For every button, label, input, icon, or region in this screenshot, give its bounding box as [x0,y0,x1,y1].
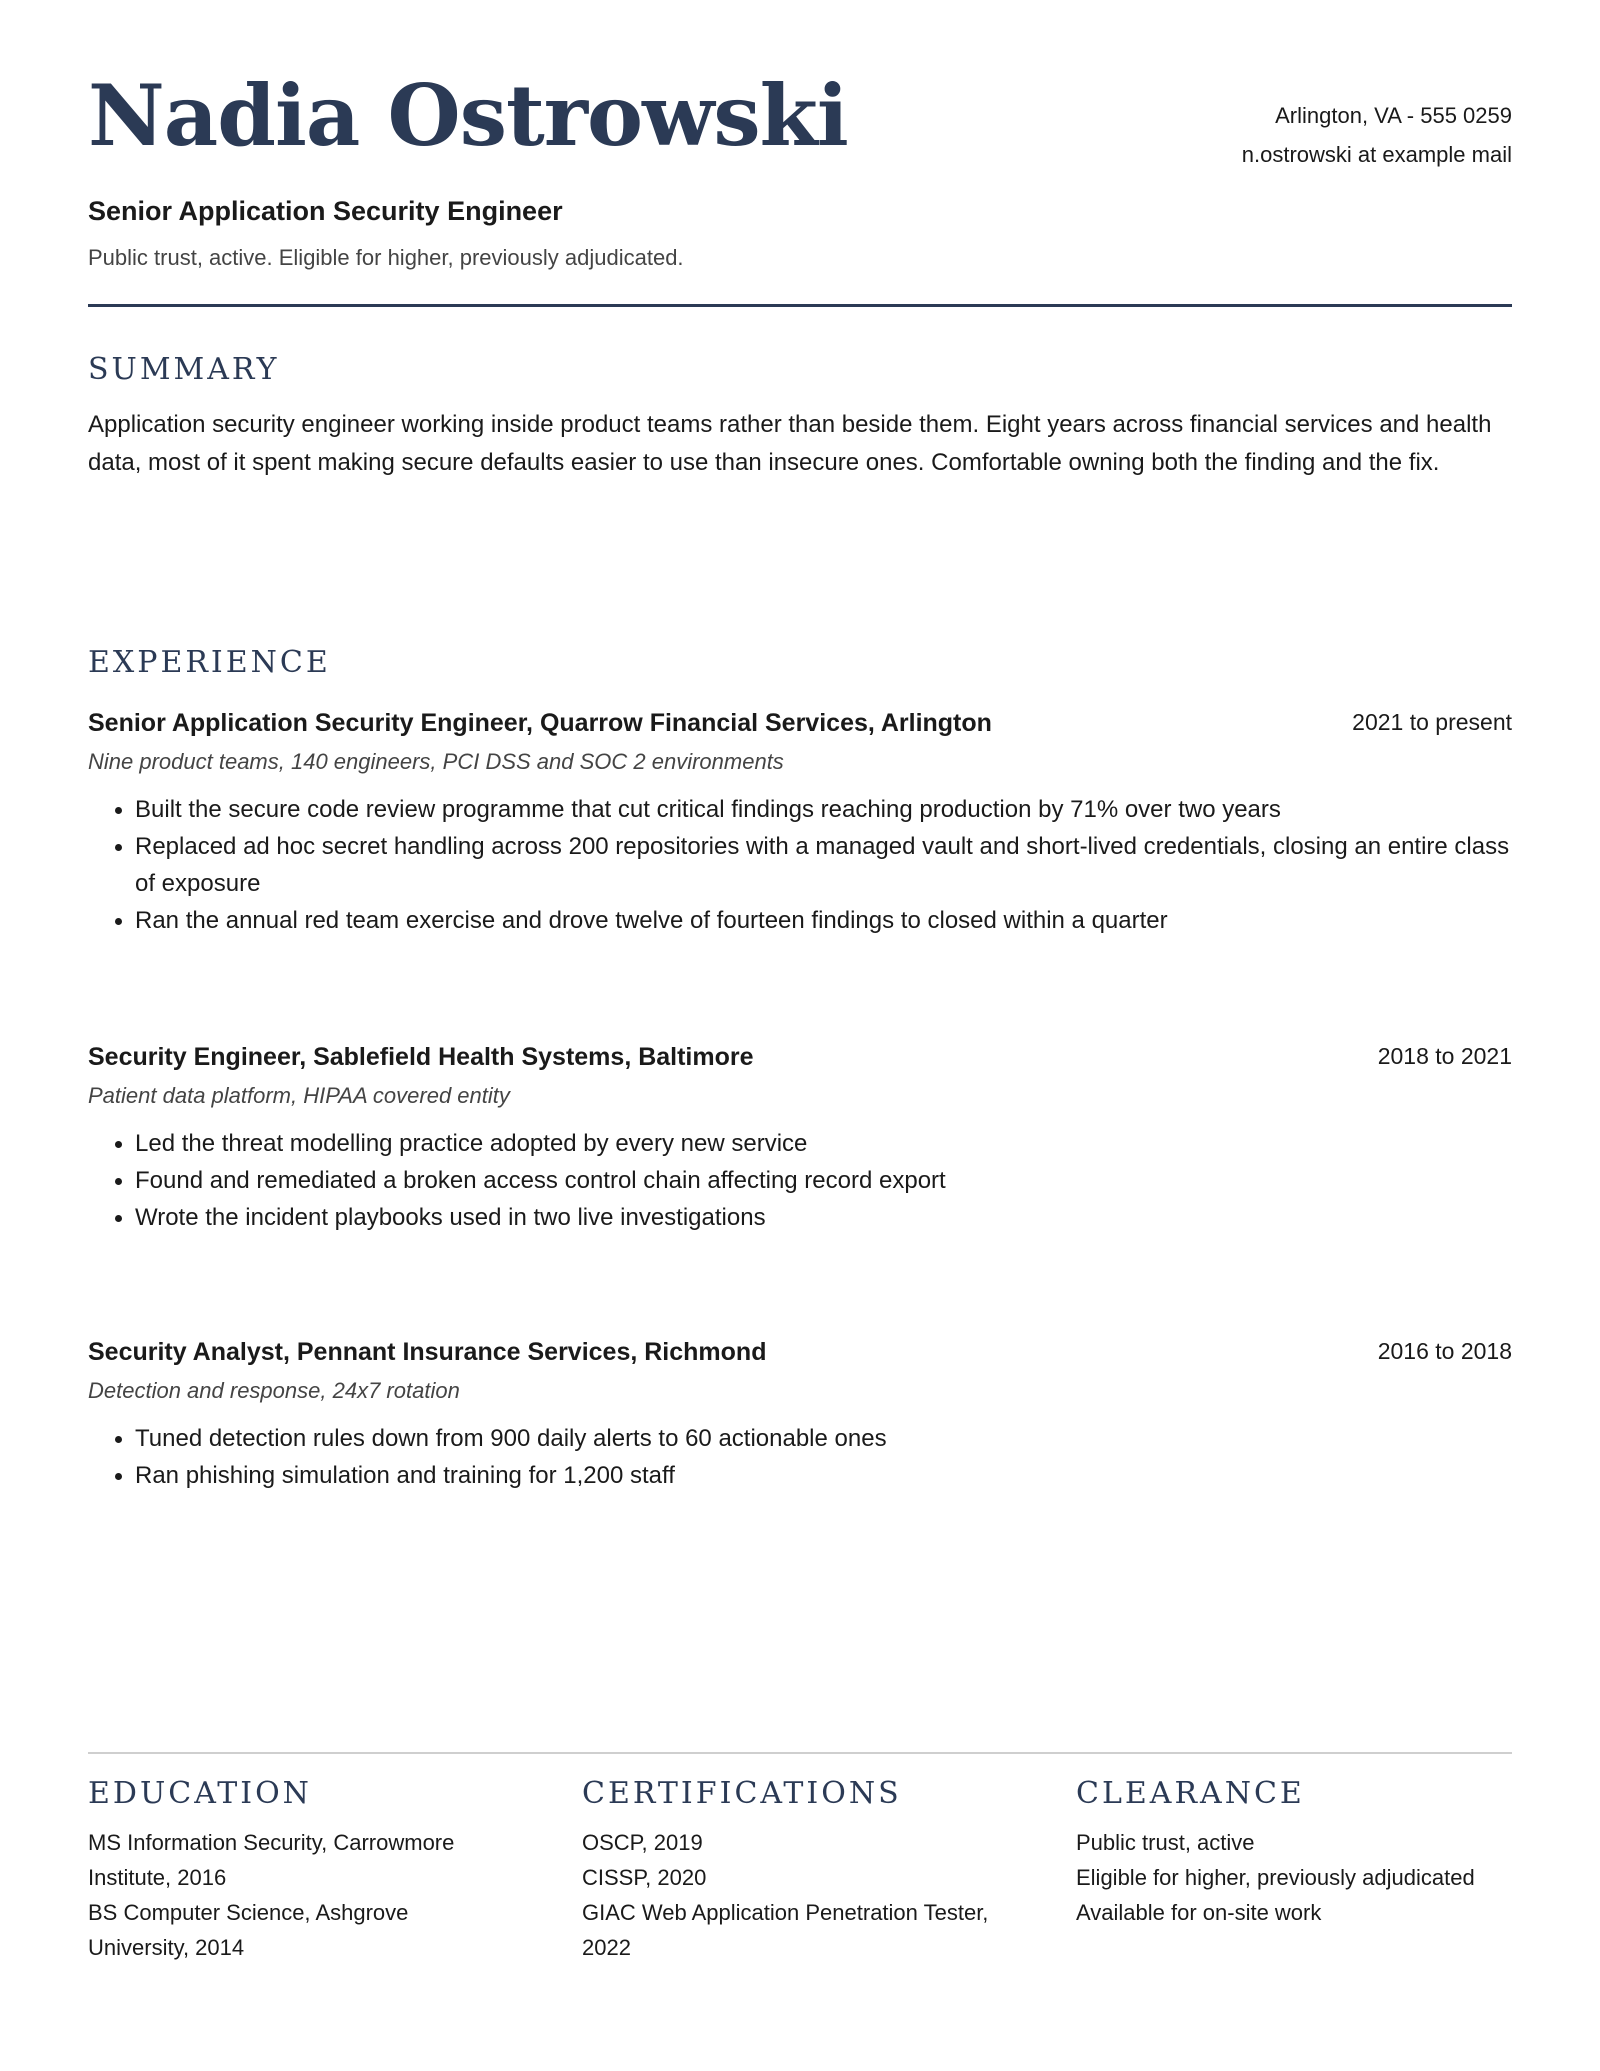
certification-line: OSCP, 2019 [582,1830,703,1855]
clearance-column [1076,1776,1496,1930]
education-column [88,1776,508,1965]
job-dates: 2016 to 2018 [1377,1338,1512,1364]
bullet-item: Ran the annual red team exercise and drove twelve of fourteen findings to closed within a quarter [88,902,1512,939]
job-title: Senior Application Security Engineer, Quarrow Financial Services, Arlington [88,709,992,737]
job-dates: 2018 to 2021 [1377,1043,1512,1069]
bullet-item: Built the secure code review programme that cut critical findings reaching production by 71% over two years [88,791,1512,828]
clearance-heading: CLEARANCE [1076,1776,1305,1811]
job-title: Security Analyst, Pennant Insurance Services, Richmond [88,1338,767,1366]
resume-page [88,0,1512,1960]
job-context: Patient data platform, HIPAA covered entity [88,1083,510,1108]
job-context: Detection and response, 24x7 rotation [88,1378,460,1403]
education-line: Institute, 2016 [88,1865,227,1890]
bullet-item: Replaced ad hoc secret handling across 200 repositories with a managed vault and short-lived credentials, closing an entire class of exposure [88,828,1512,902]
certifications-column [582,1776,1002,1965]
education-heading: EDUCATION [88,1776,312,1811]
header-divider [88,304,1512,307]
summary-text: Application security engineer working inside product teams rather than beside them. Eight years across financial services and health data, most of it spent making secure defaults easier to use than insecure ones. Comfortable owning both the finding and the fix. [88,411,1492,476]
job-dates: 2021 to present [1352,709,1512,735]
job-title: Security Engineer, Sablefield Health Systems, Baltimore [88,1043,754,1071]
education-line: BS Computer Science, Ashgrove [88,1900,409,1925]
email: n.ostrowski at example mail [1241,142,1512,167]
certification-line: 2022 [582,1935,631,1960]
bullet-item: Wrote the incident playbooks used in two live investigations [88,1199,1512,1236]
bullet-item: Led the threat modelling practice adopted by every new service [88,1125,1512,1162]
job-entry [88,1043,1512,1236]
certifications-heading: CERTIFICATIONS [582,1776,902,1811]
clearance-line: Available for on-site work [1076,1900,1322,1925]
bullet-item: Found and remediated a broken access control chain affecting record export [88,1162,1512,1199]
summary-heading: SUMMARY [88,352,280,387]
job-bullets [88,791,1512,939]
location-phone: Arlington, VA - 555 0259 [1275,103,1512,128]
bullet-item: Tuned detection rules down from 900 daily alerts to 60 actionable ones [88,1420,1512,1457]
job-bullets [88,1125,1512,1236]
bullet-item: Ran phishing simulation and training for 1,200 staff [88,1457,1512,1494]
job-context: Nine product teams, 140 engineers, PCI DSS and SOC 2 environments [88,749,784,774]
education-line: MS Information Security, Carrowmore [88,1830,455,1855]
contact-block [1242,96,1512,174]
clearance-line: Eligible for higher, previously adjudicated [1076,1865,1475,1890]
experience-heading: EXPERIENCE [88,645,331,680]
job-headline: Senior Application Security Engineer [88,196,563,226]
job-entry [88,1338,1512,1494]
clearance-line: Public trust, active [1076,1830,1255,1855]
footer-divider [88,1752,1512,1754]
job-bullets [88,1420,1512,1494]
education-line: University, 2014 [88,1935,245,1960]
candidate-name: Nadia Ostrowski [88,66,848,165]
clearance-note: Public trust, active. Eligible for higher, previously adjudicated. [88,245,684,270]
certification-line: GIAC Web Application Penetration Tester, [582,1900,989,1925]
job-entry [88,709,1512,939]
certification-line: CISSP, 2020 [582,1865,707,1890]
resume-header [88,0,1512,310]
